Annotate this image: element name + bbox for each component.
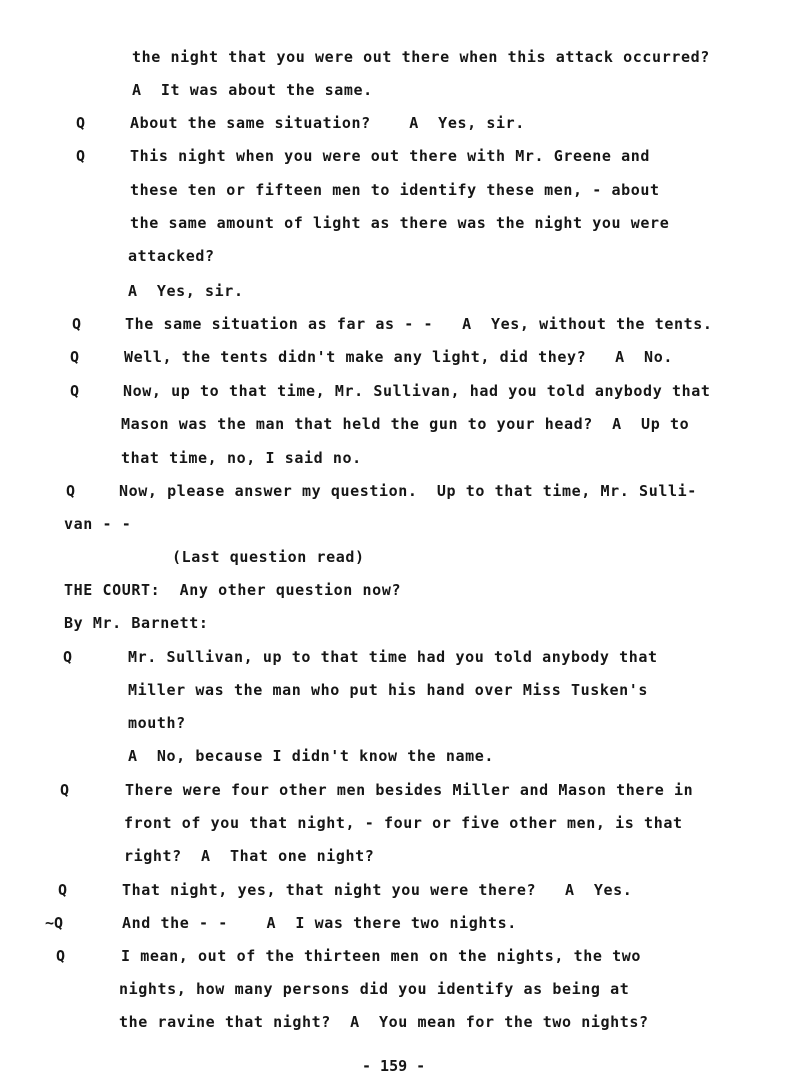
transcript-line: This night when you were out there with Mr. Greene and [130,147,651,165]
question-marker: Q [58,881,68,899]
transcript-line: the same amount of light as there was the night you were [130,214,670,232]
transcript-line: A No, because I didn't know the name. [128,747,494,765]
transcript-line: nights, how many persons did you identify as being at [119,980,630,998]
question-marker: ~Q [45,914,64,932]
transcript-line: (Last question read) [172,548,365,566]
transcript-line: A Yes, sir. [128,282,244,300]
transcript-line: van - - [64,515,132,533]
question-marker: Q [60,781,70,799]
transcript-line: right? A That one night? [124,847,375,865]
transcript-line: Miller was the man who put his hand over Miss Tusken's [128,681,649,699]
question-marker: Q [70,382,80,400]
question-marker: Q [72,315,82,333]
transcript-line: Mason was the man that held the gun to your head? A Up to [121,415,690,433]
transcript-line: front of you that night, - four or five other men, is that [124,814,683,832]
transcript-line: the ravine that night? A You mean for the two nights? [119,1013,649,1031]
transcript-line: the night that you were out there when this attack occurred? [132,48,710,66]
question-marker: Q [56,947,66,965]
transcript-line: By Mr. Barnett: [64,614,209,632]
transcript-line: There were four other men besides Miller and Mason there in [125,781,694,799]
transcript-line: Mr. Sullivan, up to that time had you told anybody that [128,648,658,666]
transcript-line: Well, the tents didn't make any light, did they? A No. [124,348,673,366]
transcript-line: A It was about the same. [132,81,373,99]
transcript-line: About the same situation? A Yes, sir. [130,114,525,132]
transcript-line: The same situation as far as - - A Yes, without the tents. [125,315,713,333]
question-marker: Q [66,482,76,500]
transcript-line: I mean, out of the thirteen men on the nights, the two [121,947,642,965]
question-marker: Q [76,147,86,165]
page-number: - 159 - [362,1057,426,1075]
transcript-line: And the - - A I was there two nights. [122,914,517,932]
transcript-line: that time, no, I said no. [121,449,362,467]
transcript-line: mouth? [128,714,186,732]
transcript-line: Now, up to that time, Mr. Sullivan, had you told anybody that [123,382,711,400]
question-marker: Q [76,114,86,132]
question-marker: Q [63,648,73,666]
transcript-line: attacked? [128,247,215,265]
question-marker: Q [70,348,80,366]
transcript-line: THE COURT: Any other question now? [64,581,402,599]
transcript-line: That night, yes, that night you were there? A Yes. [122,881,633,899]
transcript-line: Now, please answer my question. Up to that time, Mr. Sulli- [119,482,697,500]
transcript-line: these ten or fifteen men to identify these men, - about [130,181,660,199]
